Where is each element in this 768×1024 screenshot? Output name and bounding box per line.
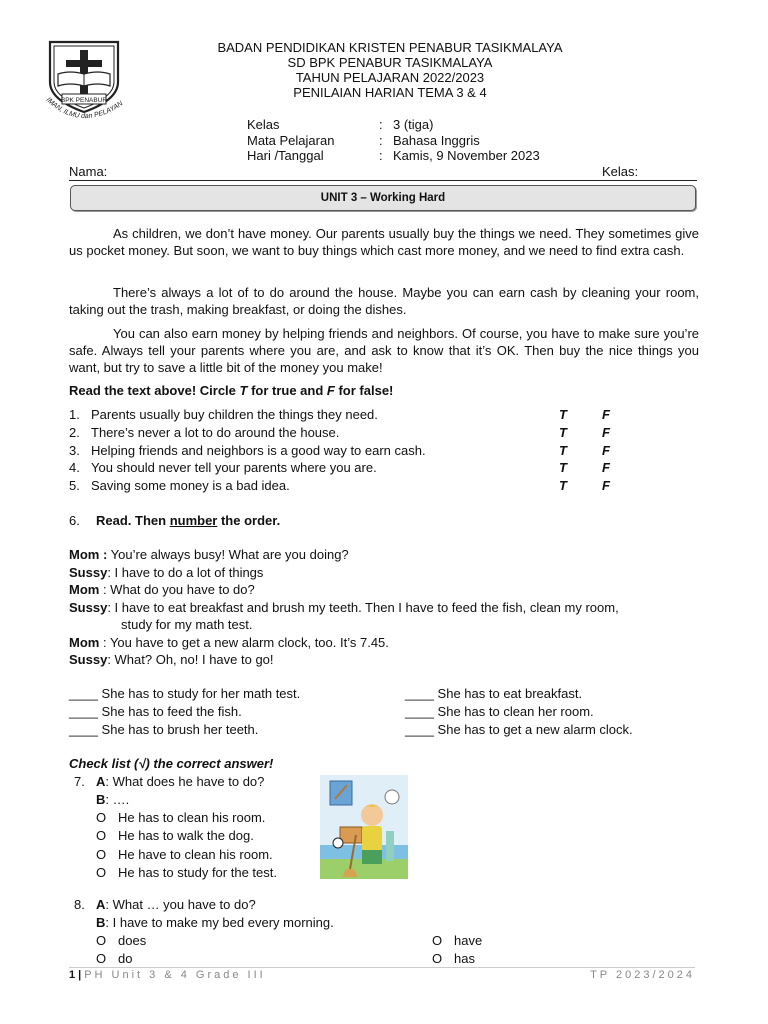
unit-title: UNIT 3 – Working Hard [320, 192, 446, 204]
tf-item: 2. There’s never a lot to do around the house. T F [69, 425, 610, 440]
info-sep: : [379, 133, 383, 148]
answer-option[interactable]: O have [432, 933, 483, 948]
dialogue-line: Sussy: What? Oh, no! I have to go! [69, 652, 274, 667]
info-sep: : [379, 148, 383, 163]
info-sep: : [379, 117, 383, 132]
order-item[interactable]: ____ She has to brush her teeth. [69, 722, 259, 737]
unit-title-box [70, 185, 696, 211]
info-key: Hari /Tanggal [247, 148, 324, 163]
info-value: Kamis, 9 November 2023 [393, 148, 540, 163]
info-key: Mata Pelajaran [247, 133, 335, 148]
false-option[interactable]: F [602, 443, 610, 458]
true-option[interactable]: T [559, 478, 567, 493]
info-value: 3 (tiga) [393, 117, 434, 132]
info-value: Bahasa Inggris [393, 133, 480, 148]
answer-option[interactable]: O He has to clean his room. [96, 810, 266, 825]
info-row [247, 117, 433, 132]
true-option[interactable]: T [559, 460, 567, 475]
question-8: 8. A: What … you have to do? [74, 897, 256, 912]
school-logo [40, 38, 140, 126]
answer-option[interactable]: O He has to study for the test. [96, 865, 277, 880]
answer-option[interactable]: O does [96, 933, 147, 948]
order-item[interactable]: ____ She has to feed the fish. [69, 704, 242, 719]
footer-right: TP 2023/2024 [590, 969, 695, 981]
reading-paragraph: You can also earn money by helping friends and neighbors. Of course, you have to make sure you’re safe. Always tell your parents where you are, and ask to know that it’s OK. Then buy the nice things you want, but try to save a little bit of the money you make! [69, 326, 699, 375]
order-item[interactable]: ____ She has to eat breakfast. [405, 686, 583, 701]
order-item[interactable]: ____ She has to get a new alarm clock. [405, 722, 633, 737]
info-row [247, 148, 540, 163]
tf-item: 1. Parents usually buy children the things they need. T F [69, 407, 610, 422]
footer-left: PH Unit 3 & 4 Grade III [84, 969, 266, 981]
boy-cleaning-illustration [320, 775, 408, 879]
dialogue-line: Sussy: I have to do a lot of things [69, 565, 264, 580]
info-key: Kelas [247, 117, 280, 132]
header-line: TAHUN PELAJARAN 2022/2023 [295, 70, 485, 85]
dialogue-line: study for my math test. [121, 617, 253, 632]
answer-option[interactable]: O He has to walk the dog. [96, 828, 254, 843]
order-item[interactable]: ____ She has to study for her math test. [69, 686, 301, 701]
header-line: SD BPK PENABUR TASIKMALAYA [287, 55, 493, 70]
answer-option[interactable]: O do [96, 951, 133, 966]
true-option[interactable]: T [559, 425, 567, 440]
page-number: 1 [69, 969, 79, 981]
order-instruction: 6. Read. Then number the order. [69, 513, 281, 528]
answer-option[interactable]: O He have to clean his room. [96, 847, 273, 862]
logo-motto: IMAN, ILMU dan PELAYAN [44, 96, 125, 121]
name-label: Nama: [69, 164, 108, 179]
info-row [247, 133, 480, 148]
tf-item: 3. Helping friends and neighbors is a good way to earn cash. T F [69, 443, 610, 458]
class-label: Kelas: [602, 164, 639, 179]
tf-item: 4. You should never tell your parents where you are. T F [69, 460, 610, 475]
dialogue-line: Mom : You have to get a new alarm clock, too. It’s 7.45. [69, 635, 389, 650]
dialogue-line: Mom : You’re always busy! What are you doing? [69, 547, 349, 562]
tf-instruction: Read the text above! Circle T for true and F for false! [69, 383, 394, 398]
dialogue-line: Mom : What do you have to do? [69, 582, 255, 597]
order-item[interactable]: ____ She has to clean her room. [405, 704, 594, 719]
checklist-instruction: Check list (√) the correct answer! [69, 756, 274, 771]
tf-item: 5. Saving some money is a bad idea. T F [69, 478, 610, 493]
header-line: PENILAIAN HARIAN TEMA 3 & 4 [293, 85, 487, 100]
question-7: 7. A: What does he have to do? [74, 774, 265, 789]
reading-paragraph: There’s always a lot of to do around the house. Maybe you can earn cash by cleaning your room, taking out the trash, making breakfast, or doing the dishes. [69, 285, 699, 317]
footer-divider [69, 967, 695, 968]
question-7-answer: B: …. [96, 792, 130, 807]
true-option[interactable]: T [559, 407, 567, 422]
true-option[interactable]: T [559, 443, 567, 458]
false-option[interactable]: F [602, 478, 610, 493]
answer-option[interactable]: O has [432, 951, 475, 966]
reading-paragraph: As children, we don’t have money. Our parents usually buy the things we need. They sometimes give us pocket money. But soon, we want to buy things which cast more money, and we need to find extra cash. [69, 226, 699, 258]
question-8-answer: B: I have to make my bed every morning. [96, 915, 334, 930]
dialogue-line: Sussy: I have to eat breakfast and brush my teeth. Then I have to feed the fish, clean my room, [69, 600, 619, 615]
footer: 1|PH Unit 3 & 4 Grade III TP 2023/2024 [69, 969, 695, 981]
false-option[interactable]: F [602, 407, 610, 422]
header-line: BADAN PENDIDIKAN KRISTEN PENABUR TASIKMALAYA [217, 40, 563, 55]
false-option[interactable]: F [602, 460, 610, 475]
divider [69, 180, 697, 181]
false-option[interactable]: F [602, 425, 610, 440]
logo-label: BPK PENABUR [60, 97, 108, 104]
